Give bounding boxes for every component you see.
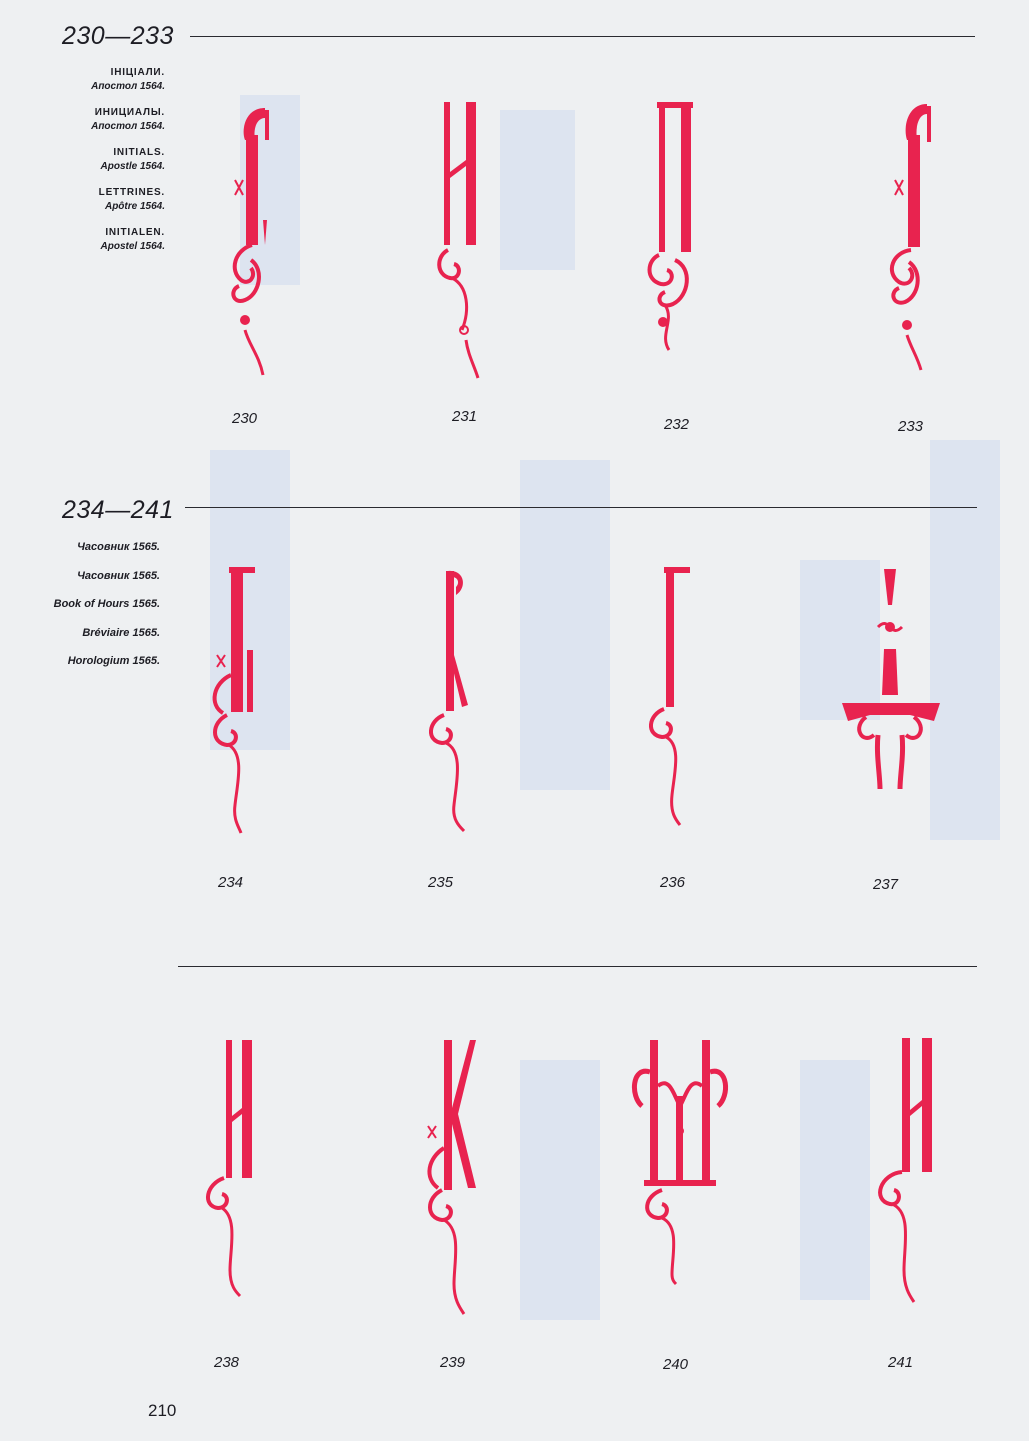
figure-number: 232 bbox=[664, 416, 690, 433]
figure-number: 241 bbox=[888, 1354, 914, 1371]
initial-s-ornament-icon bbox=[215, 100, 285, 380]
initial-n-ornament-icon bbox=[198, 1038, 258, 1298]
bleed-through-shape bbox=[500, 110, 575, 270]
caption-heading: ІНІЦІАЛИ. bbox=[110, 67, 165, 78]
initial-t-ornament-icon bbox=[840, 565, 945, 795]
caption-group bbox=[5, 226, 165, 254]
figure-number: 237 bbox=[873, 876, 899, 893]
section-rule bbox=[190, 36, 975, 37]
figure-number: 238 bbox=[214, 1354, 240, 1371]
caption-source: Apôtre 1564. bbox=[104, 201, 165, 212]
section-2-captions bbox=[0, 533, 160, 676]
figure-number: 240 bbox=[663, 1356, 689, 1373]
caption-source: Часовник 1565. bbox=[77, 569, 160, 582]
figure-number: 236 bbox=[660, 874, 686, 891]
figure-number: 233 bbox=[898, 418, 924, 435]
caption-group bbox=[5, 106, 165, 134]
caption-source: Часовник 1565. bbox=[77, 541, 160, 553]
initial-s-ornament-icon bbox=[875, 100, 945, 375]
caption-group bbox=[5, 186, 165, 214]
caption-source: Апостол 1564. bbox=[91, 121, 165, 132]
caption-source: Book of Hours 1565. bbox=[53, 598, 160, 610]
section-title-230-233: 230—233 bbox=[62, 22, 174, 50]
figure-number: 234 bbox=[218, 874, 244, 891]
figure-number: 235 bbox=[428, 874, 454, 891]
initial-r-ornament-icon bbox=[420, 565, 480, 835]
figure-number: 239 bbox=[440, 1354, 466, 1371]
caption-source: Horologium 1565. bbox=[67, 655, 160, 667]
section-1-captions bbox=[5, 66, 165, 266]
page-number: 210 bbox=[148, 1401, 177, 1420]
caption-heading: LETTRINES. bbox=[98, 187, 165, 198]
caption-heading: INITIALEN. bbox=[105, 227, 165, 238]
caption-source: Bréviaire 1565. bbox=[82, 626, 160, 639]
bleed-through-shape bbox=[520, 1060, 600, 1320]
initial-k-ornament-icon bbox=[418, 1038, 488, 1318]
bleed-through-shape bbox=[800, 1060, 870, 1300]
figure-number: 231 bbox=[452, 408, 478, 425]
section-title-234-241: 234—241 bbox=[62, 496, 174, 524]
caption-group bbox=[5, 66, 165, 94]
section-rule bbox=[178, 966, 977, 967]
section-rule bbox=[185, 507, 977, 508]
caption-source: Апостол 1564. bbox=[91, 81, 165, 92]
initial-g-ornament-icon bbox=[642, 565, 702, 830]
figure-number: 230 bbox=[232, 410, 258, 427]
initial-g-ornament-icon bbox=[205, 565, 265, 835]
caption-group bbox=[5, 146, 165, 174]
caption-source: Apostle 1564. bbox=[100, 161, 165, 172]
initial-n-ornament-icon bbox=[432, 100, 492, 380]
initial-p-ornament-icon bbox=[645, 100, 705, 365]
caption-heading: ИНИЦИАЛЫ. bbox=[94, 107, 165, 118]
caption-heading: INITIALS. bbox=[113, 147, 165, 158]
bleed-through-shape bbox=[520, 460, 610, 790]
initial-sh-ornament-icon bbox=[628, 1036, 733, 1286]
initial-n-ornament-icon bbox=[868, 1036, 938, 1306]
caption-source: Apostel 1564. bbox=[100, 241, 165, 252]
